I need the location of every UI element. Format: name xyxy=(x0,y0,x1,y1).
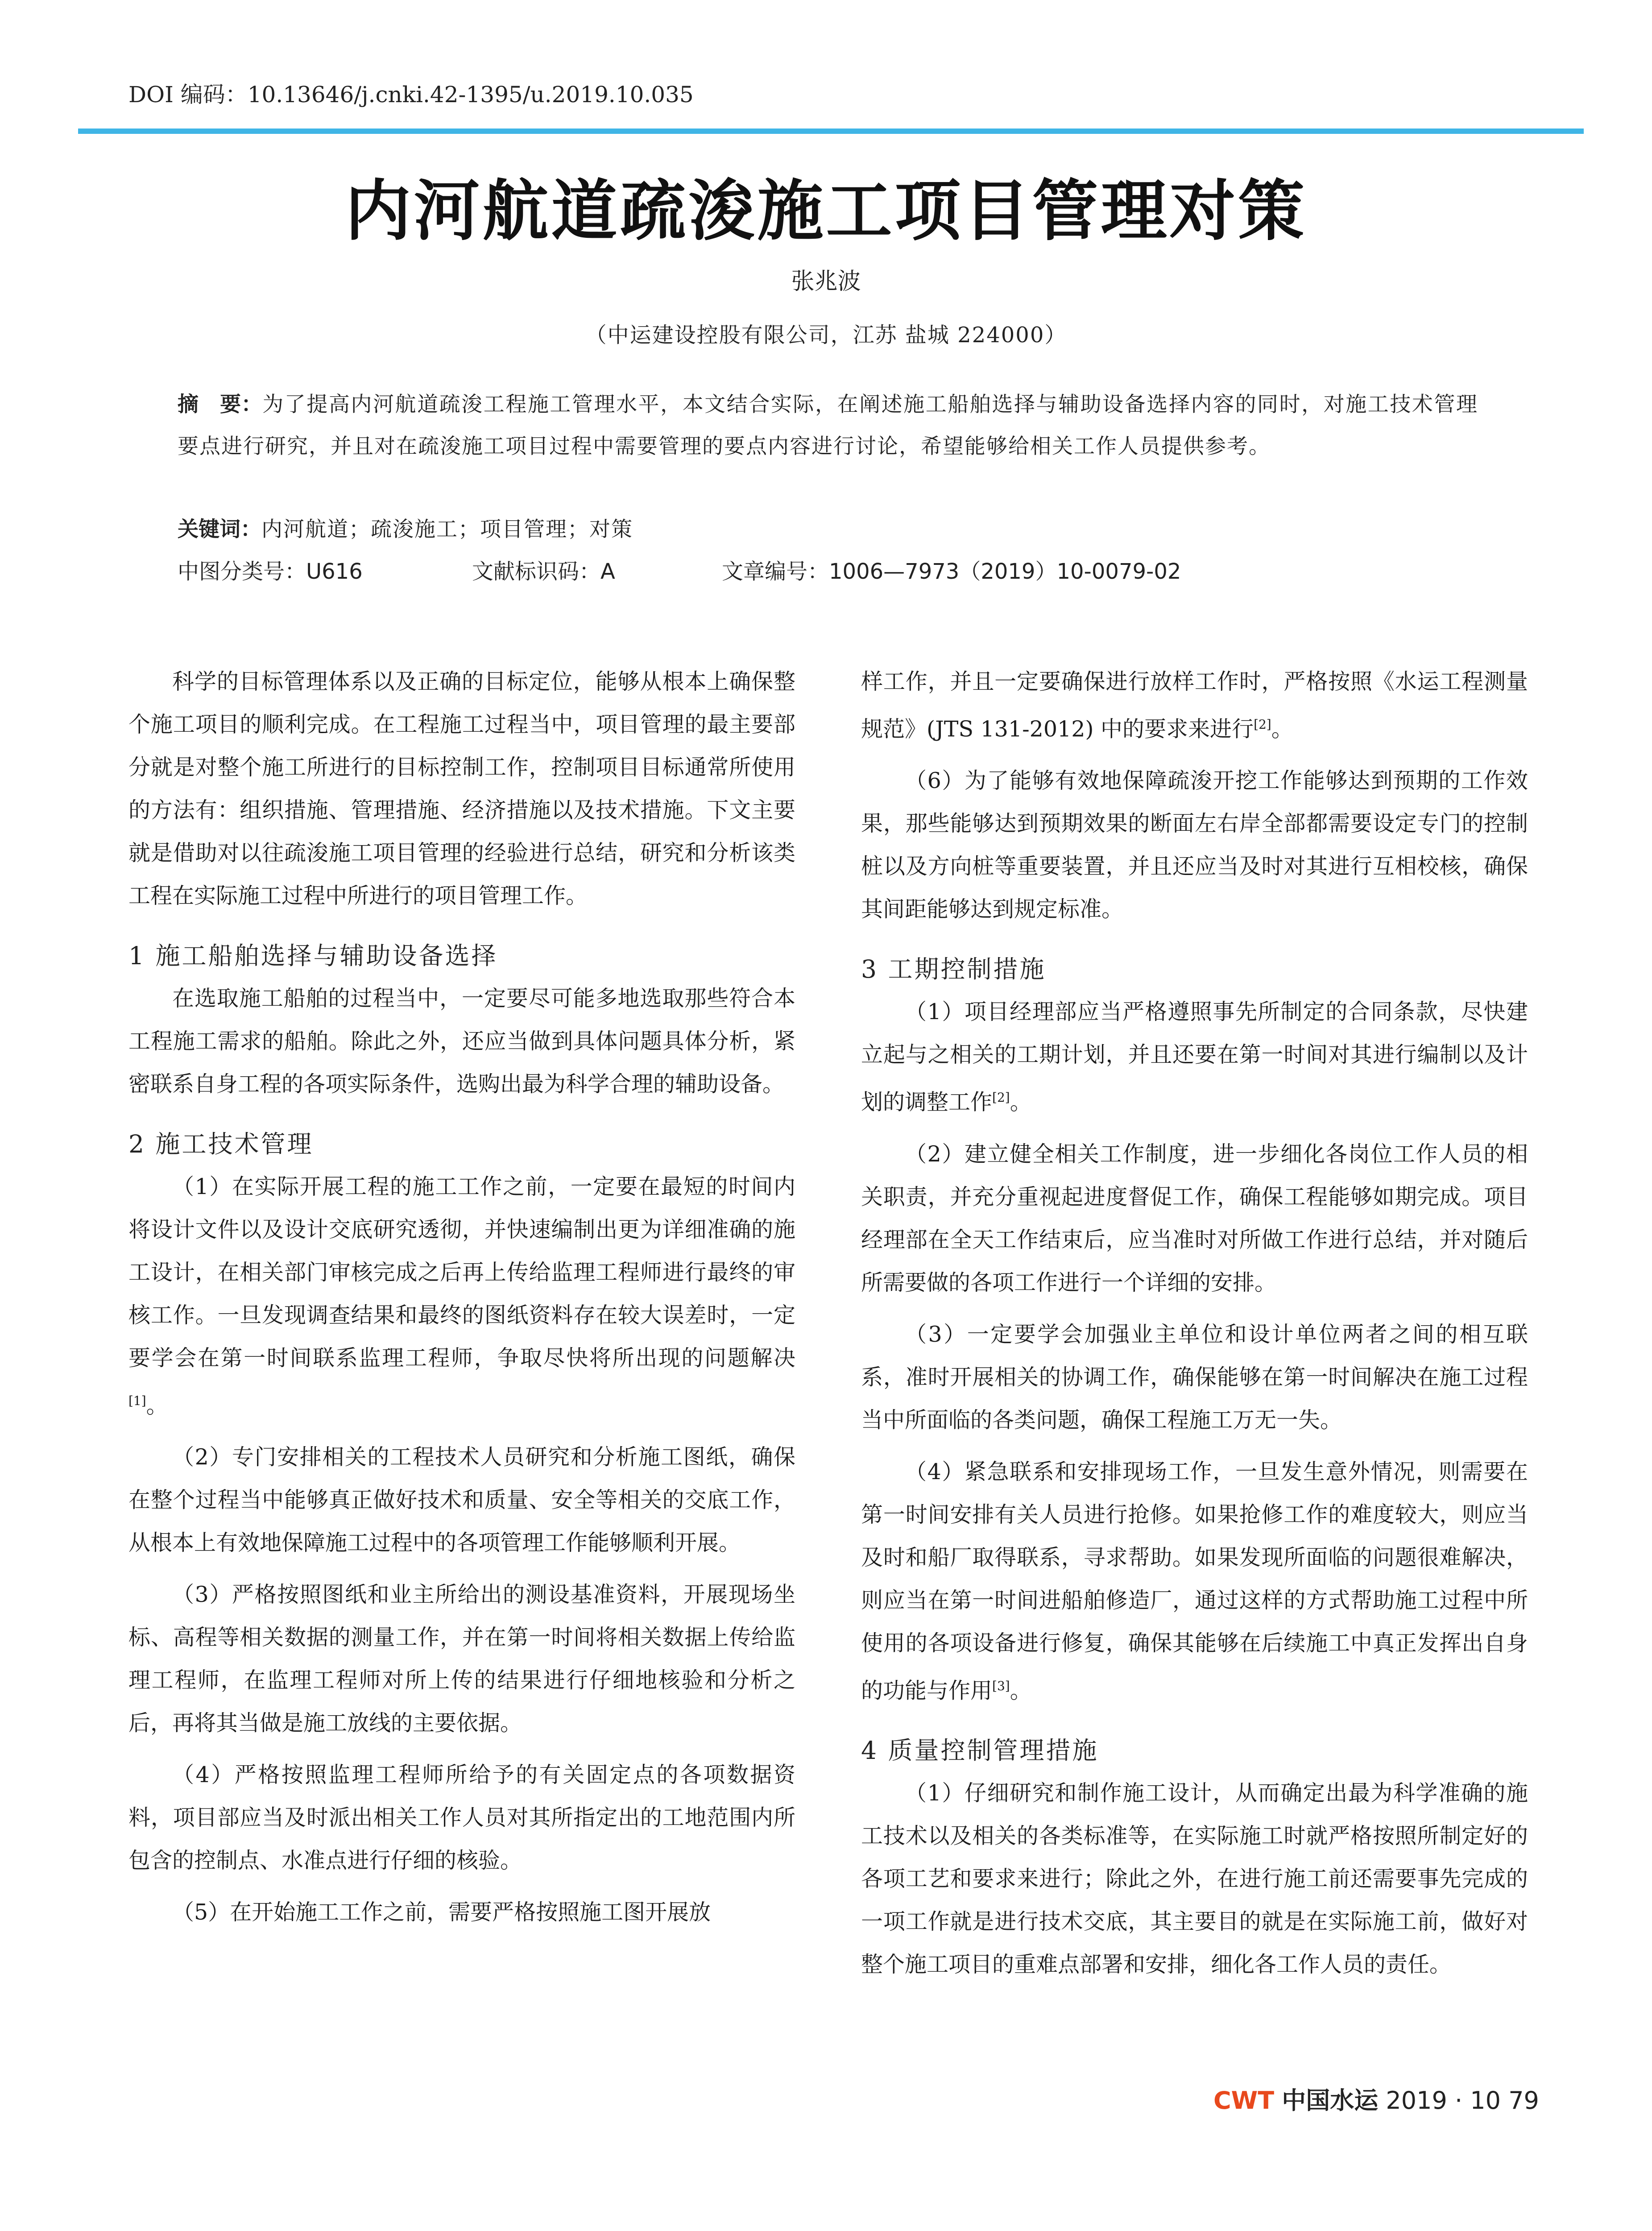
paragraph: （3）一定要学会加强业主单位和设计单位两者之间的相互联系，准时开展相关的协调工作，确保能够在第一时间解决在施工过程当中所面临的各类问题，确保工程施工万无一失。 xyxy=(861,1321,1528,1433)
section-1-heading: 1 施工船舶选择与辅助设备选择 xyxy=(128,941,498,970)
paragraph-text: （1）项目经理部应当严格遵照事先所制定的合同条款，尽快建立起与之相关的工期计划，并且还要在第一时间对其进行编制以及计划的调整工作 xyxy=(861,999,1528,1115)
article-number: 文章编号：1006—7973（2019）10-0079-02 xyxy=(722,559,1181,584)
paragraph-text: 样工作，并且一定要确保进行放样工作时，严格按照《水运工程测量规范》(JTS 131-2012) 中的要求来进行 xyxy=(861,669,1528,742)
paragraph xyxy=(128,1165,795,1427)
clc-number: 中图分类号：U616 xyxy=(178,559,363,584)
right-column xyxy=(861,660,1528,1995)
page-number: 79 xyxy=(1508,2086,1539,2115)
paragraph: （6）为了能够有效地保障疏浚开挖工作能够达到预期的工作效果，那些能够达到预期效果的断面左右岸全部都需要设定专门的控制桩以及方向桩等重要装置，并且还应当及时对其进行互相校核，确保其间距能够达到规定标准。 xyxy=(861,768,1528,922)
paragraph-continued xyxy=(861,660,1528,751)
paragraph-text: （1）在实际开展工程的施工工作之前，一定要在最短的时间内将设计文件以及设计交底研究透彻，并快速编制出更为详细准确的施工设计，在相关部门审核完成之后再上传给监理工程师进行最终的审核工作。一旦发现调查结果和最终的图纸资料存在较大误差时，一定要学会在第一时间联系监理工程师，争取尽快将所出现的问题解决 xyxy=(128,1174,795,1371)
paragraph-end: 。 xyxy=(146,1393,168,1418)
citation: [1] xyxy=(128,1393,146,1408)
paragraph: （2）建立健全相关工作制度，进一步细化各岗位工作人员的相关职责，并充分重视起进度督促工作，确保工程能够如期完成。项目经理部在全天工作结束后，应当准时对所做工作进行总结，并对随后所需要做的各项工作进行一个详细的安排。 xyxy=(861,1141,1528,1295)
affiliation: （中运建设控股有限公司，江苏 盐城 224000） xyxy=(585,323,1067,348)
paragraph: 在选取施工船舶的过程当中，一定要尽可能多地选取那些符合本工程施工需求的船舶。除此之外，还应当做到具体问题具体分析，紧密联系自身工程的各项实际条件，选购出最为科学合理的辅助设备。 xyxy=(128,986,795,1097)
paragraph: （1）仔细研究和制作施工设计，从而确定出最为科学准确的施工技术以及相关的各类标准等，在实际施工时就严格按照所制定好的各项工艺和要求来进行；除此之外，在进行施工前还需要事先完成的一项工作就是进行技术交底，其主要目的就是在实际施工前，做好对整个施工项目的重难点部署和安排，细化各工作人员的责任。 xyxy=(861,1780,1528,1977)
paragraph xyxy=(861,1451,1528,1712)
keywords-text: 内河航道；疏浚施工；项目管理；对策 xyxy=(261,517,633,542)
paragraph-text: （4）紧急联系和安排现场工作，一旦发生意外情况，则需要在第一时间安排有关人员进行抢修。如果抢修工作的难度较大，则应当及时和船厂取得联系，寻求帮助。如果发现所面临的问题很难解决，则应当在第一时间进船舶修造厂，通过这样的方式帮助施工过程中所使用的各项设备进行修复，确保其能够在后续施工中真正发挥出自身的功能与作用 xyxy=(861,1459,1528,1703)
keywords xyxy=(178,509,1478,551)
issue: 2019 · 10 xyxy=(1386,2086,1501,2115)
section-3-heading: 3 工期控制措施 xyxy=(861,955,1046,984)
document-code: 文献标识码：A xyxy=(472,559,615,584)
keywords-label: 关键词： xyxy=(178,517,261,542)
journal-name: 中国水运 xyxy=(1282,2086,1379,2115)
abstract-label: 摘 要： xyxy=(178,392,263,417)
paragraph-end: 。 xyxy=(1271,716,1293,742)
paragraph xyxy=(861,991,1528,1124)
paragraph: （5）在开始施工工作之前，需要严格按照施工图开展放 xyxy=(172,1899,711,1925)
paragraph: （4）严格按照监理工程师所给予的有关固定点的各项数据资料，项目部应当及时派出相关工作人员对其所指定出的工地范围内所包含的控制点、水准点进行仔细的核验。 xyxy=(128,1762,795,1874)
paragraph: （2）专门安排相关的工程技术人员研究和分析施工图纸，确保在整个过程当中能够真正做好技术和质量、安全等相关的交底工作，从根本上有效地保障施工过程中的各项管理工作能够顺利开展。 xyxy=(128,1444,795,1556)
paragraph-end: 。 xyxy=(1010,1089,1032,1115)
abstract xyxy=(178,384,1478,468)
article-title: 内河航道疏浚施工项目管理对策 xyxy=(345,172,1307,249)
cwt-logo: CWT xyxy=(1213,2086,1275,2115)
left-column xyxy=(128,660,795,1943)
section-4-heading: 4 质量控制管理措施 xyxy=(861,1736,1099,1765)
citation: [2] xyxy=(992,1090,1010,1105)
author: 张兆波 xyxy=(791,268,861,295)
classification-line xyxy=(178,551,1478,593)
page-footer xyxy=(1213,2082,1539,2116)
citation: [2] xyxy=(1254,717,1271,732)
doi-line: DOI 编码：10.13646/j.cnki.42-1395/u.2019.10.035 xyxy=(128,82,694,108)
abstract-text: 为了提高内河航道疏浚工程施工管理水平，本文结合实际，在阐述施工船舶选择与辅助设备选择内容的同时，对施工技术管理要点进行研究，并且对在疏浚施工项目过程中需要管理的要点内容进行讨论，希望能够给相关工作人员提供参考。 xyxy=(178,392,1478,459)
citation: [3] xyxy=(992,1678,1010,1693)
paragraph: （3）严格按照图纸和业主所给出的测设基准资料，开展现场坐标、高程等相关数据的测量工作，并在第一时间将相关数据上传给监理工程师，在监理工程师对所上传的结果进行仔细地核验和分析之后，再将其当做是施工放线的主要依据。 xyxy=(128,1582,795,1736)
paragraph-end: 。 xyxy=(1010,1677,1032,1703)
section-2-heading: 2 施工技术管理 xyxy=(128,1130,314,1158)
top-rule xyxy=(78,129,1584,134)
intro-paragraph: 科学的目标管理体系以及正确的目标定位，能够从根本上确保整个施工项目的顺利完成。在工程施工过程当中，项目管理的最主要部分就是对整个施工所进行的目标控制工作，控制项目目标通常所使用的方法有：组织措施、管理措施、经济措施以及技术措施。下文主要就是借助对以往疏浚施工项目管理的经验进行总结，研究和分析该类工程在实际施工过程中所进行的项目管理工作。 xyxy=(128,669,795,908)
